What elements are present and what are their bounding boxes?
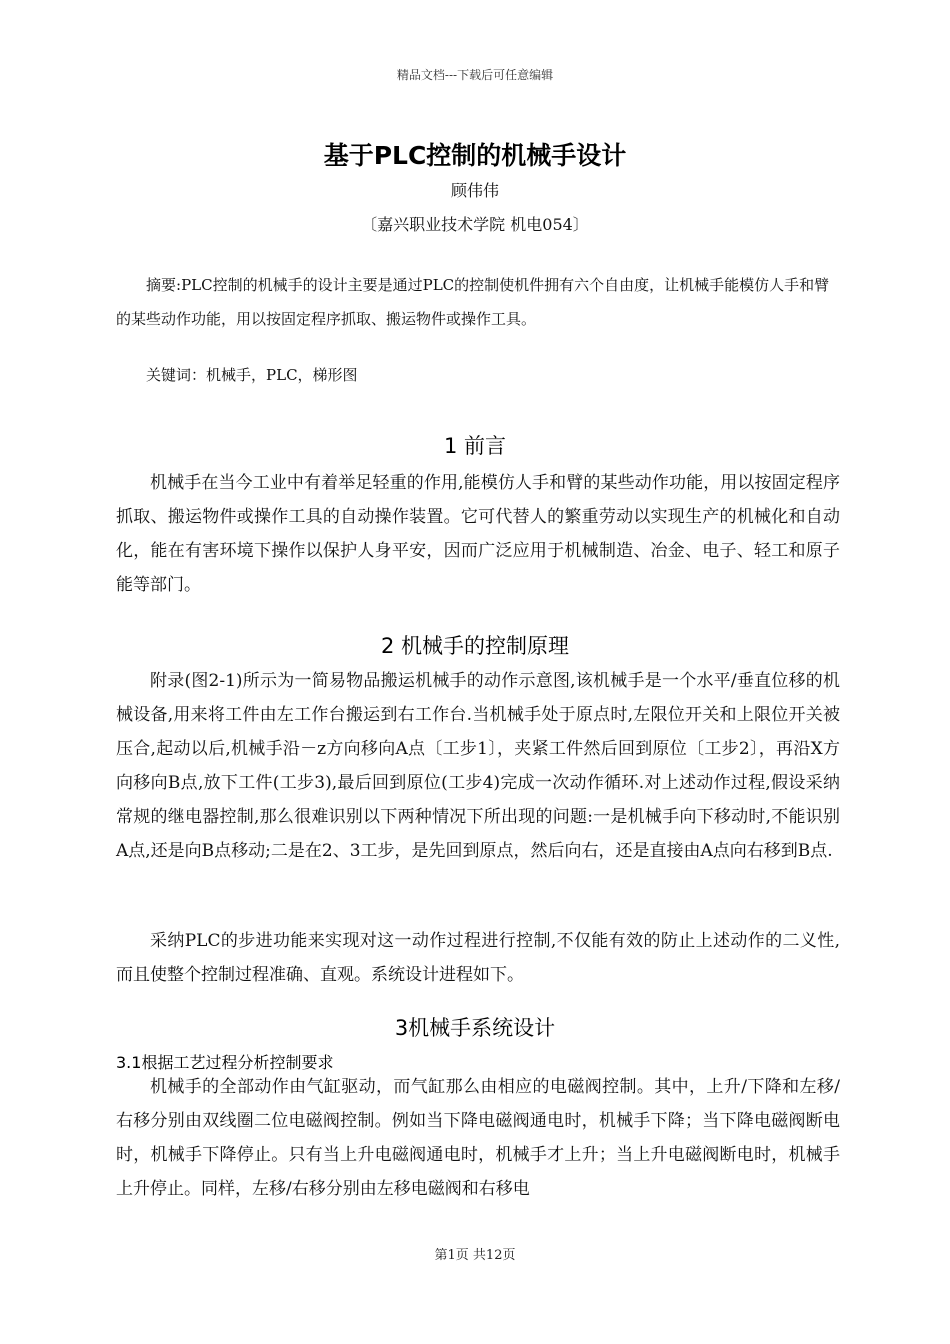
author-affiliation: 〔嘉兴职业技术学院 机电054〕 <box>361 215 589 234</box>
keywords-text: ：机械手，PLC，梯形图 <box>191 366 358 384</box>
paragraph: 机械手在当今工业中有着举足轻重的作用,能模仿人手和臂的某些动作功能，用以按固定程序抓取、搬运物件或操作工具的自动操作装置。它可代替人的繁重劳动以实现生产的机械化和自动化，能在有害环境下操作以保护人身平安，因而广泛应用于机械制造、冶金、电子、轻工和原子能等部门。 <box>116 473 840 595</box>
paragraph: 附录(图2-1)所示为一简易物品搬运机械手的动作示意图,该机械手是一个水平/垂直位移的机械设备,用来将工件由左工作台搬运到右工作台.当机械手处于原点时,左限位开关和上限位开关被压合,起动以后,机械手沿－z方向移向A点〔工步1〕，夹紧工件然后回到原位〔工步2〕，再沿X方向移向B点,放下工件(工步3),最后回到原位(工步4)完成一次动作循环.对上述动作过程,假设采纳常规的继电器控制,那么很难识别以下两种情况下所出现的问题:一是机械手向下移动时,不能识别A点,还是向B点移动;二是在2、3工步，是先回到原点，然后向右，还是直接由A点向右移到B点. <box>116 671 840 861</box>
keywords-label: 关键词 <box>146 366 192 384</box>
page-footer: 第1页 共12页 <box>434 1248 516 1263</box>
author-name: 顾伟伟 <box>450 181 499 200</box>
keywords <box>146 364 358 385</box>
section-heading-introduction: 1 前言 <box>443 434 507 458</box>
running-header: 精品文档---下载后可任意编辑 <box>396 68 554 82</box>
abstract-text: :PLC控制的机械手的设计主要是通过PLC的控制使机件拥有六个自由度，让机械手能模仿人手和臂的某些动作功能，用以按固定程序抓取、搬运物件或操作工具。 <box>116 276 830 328</box>
document-title: 基于PLC控制的机械手设计 <box>323 141 627 170</box>
subsection-heading: 3.1根据工艺过程分析控制要求 <box>116 1053 334 1072</box>
paragraph: 机械手的全部动作由气缸驱动，而气缸那么由相应的电磁阀控制。其中，上升/下降和左移/右移分别由双线圈二位电磁阀控制。例如当下降电磁阀通电时，机械手下降；当下降电磁阀断电时，机械手下降停止。只有当上升电磁阀通电时，机械手才上升；当上升电磁阀断电时，机械手上升停止。同样，左移/右移分别由左移电磁阀和右移电 <box>116 1077 840 1199</box>
section-heading-system-design: 3机械手系统设计 <box>394 1016 556 1040</box>
abstract-label: 摘要 <box>146 276 177 294</box>
section-heading-control-principle: 2 机械手的控制原理 <box>380 634 570 658</box>
abstract <box>116 268 838 336</box>
paragraph: 采纳PLC的步进功能来实现对这一动作过程进行控制,不仅能有效的防止上述动作的二义性,而且使整个控制过程准确、直观。系统设计进程如下。 <box>116 931 840 985</box>
